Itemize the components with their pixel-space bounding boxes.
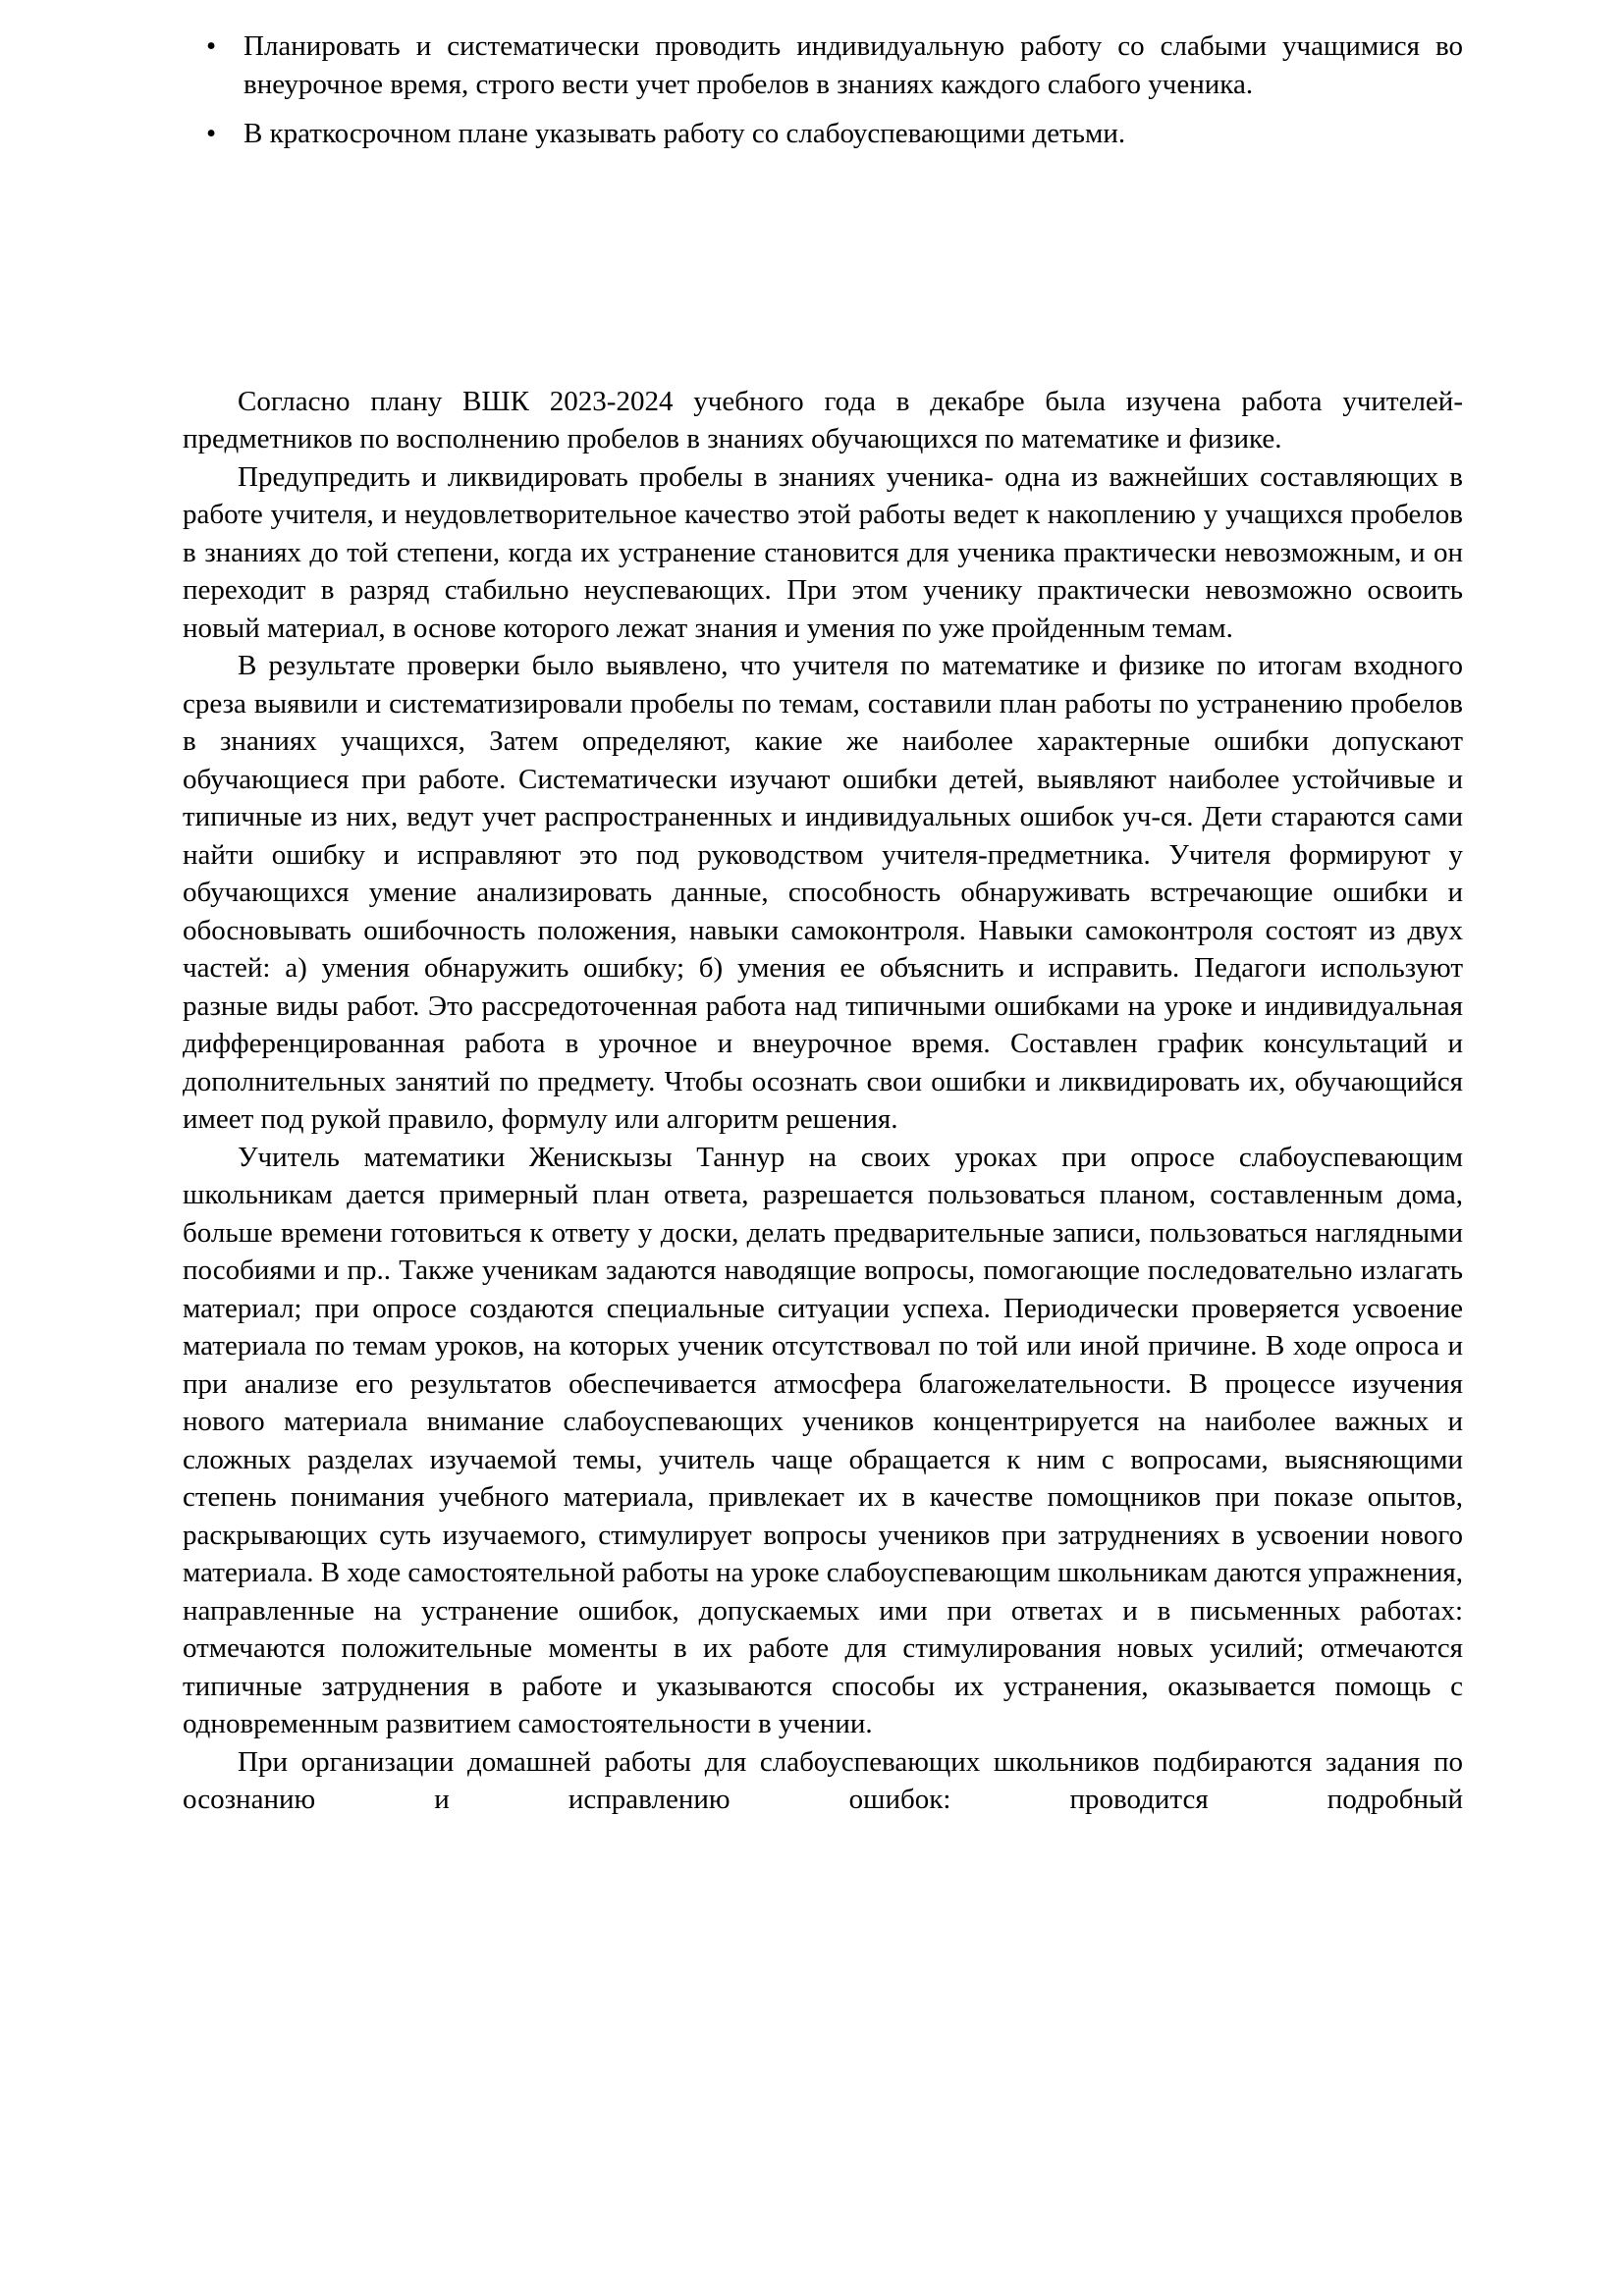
paragraph: Предупредить и ликвидировать пробелы в знаниях ученика- одна из важнейших составляющих в работе учителя, и неудовлетворительное качество этой работы ведет к накоплению у учащихся пробелов в знаниях до той степени, когда их устранение становится для ученика практически невозможным, и он переходит в разряд стабильно неуспевающих. При этом ученику практически невозможно освоить новый материал, в основе которого лежат знания и умения по уже пройденным темам. [183,460,1463,644]
list-item-text: Планировать и систематически проводить индивидуальную работу со слабыми учащимися во внеурочное время, строго вести учет пробелов в знаниях каждого слабого ученика. [244,30,1463,100]
bullet-icon: • [206,118,217,149]
list-item-text: В краткосрочном плане указывать работу со слабоуспевающими детьми. [244,118,1126,149]
bullet-icon: • [206,30,217,62]
paragraph: В результате проверки было выявлено, что учителя по математике и физике по итогам входного среза выявили и систематизировали пробелы по темам, составили план работы по устранению пробелов в знаниях учащихся, Затем определяют, какие же наиболее характерные ошибки допускают обучающиеся при работе. Систематически изучают ошибки детей, выявляют наиболее устойчивые и типичные из них, ведут учет распространенных и индивидуальных ошибок уч-ся. Дети стараются сами найти ошибку и исправляют это под руководством учителя-предметника. Учителя формируют у обучающихся умение анализировать данные, способность обнаруживать встречающие ошибки и обосновывать ошибочность положения, навыки самоконтроля. Навыки самоконтроля состоят из двух частей: а) умения обнаружить ошибку; б) умения ее объяснить и исправить. Педагоги используют разные виды работ. Это рассредоточенная работа над типичными ошибками на уроке и индивидуальная дифференцированная работа в урочное и внеурочное время. Составлен график консультаций и дополнительных занятий по предмету. Чтобы осознать свои ошибки и ликвидировать их, обучающийся имеет под рукой правило, формулу или алгоритм решения. [183,650,1463,1135]
list-item [183,27,1463,103]
paragraph: Учитель математики Женискызы Таннур на своих уроках при опросе слабоуспевающим школьникам дается примерный план ответа, разрешается пользоваться планом, составленным дома, больше времени готовиться к ответу у доски, делать предварительные записи, пользоваться наглядными пособиями и пр.. Также ученикам задаются наводящие вопросы, помогающие последовательно излагать материал; при опросе создаются специальные ситуации успеха. Периодически проверяется усвоение материала по темам уроков, на которых ученик отсутствовал по той или иной причине. В ходе опроса и при анализе его результатов обеспечивается атмосфера благожелательности. В процессе изучения нового материала внимание слабоуспевающих учеников концентрируется на наиболее важных и сложных разделах изучаемой темы, учитель чаще обращается к ним с вопросами, выясняющими степень понимания учебного материала, привлекает их в качестве помощников при показе опытов, раскрывающих суть изучаемого, стимулирует вопросы учеников при затруднениях в усвоении нового материала. В ходе самостоятельной работы на уроке слабоуспевающим школьникам даются упражнения, направленные на устранение ошибок, допускаемых ими при ответах и в письменных работах: отмечаются положительные моменты в их работе для стимулирования новых усилий; отмечаются типичные затруднения в работе и указываются способы их устранения, оказывается помощь с одновременным развитием самостоятельности в учении. [183,1141,1463,1739]
paragraph: При организации домашней работы для слабоуспевающих школьников подбираются задания по осознанию и исправлению ошибок: проводится подробный [183,1745,1463,1815]
bullet-list [183,27,1463,153]
list-item [183,115,1463,153]
paragraph: Согласно плану ВШК 2023-2024 учебного года в декабре была изучена работа учителей- предметников по восполнению пробелов в знаниях обучающихся по математике и физике. [183,385,1463,454]
document-body [183,383,1463,1819]
